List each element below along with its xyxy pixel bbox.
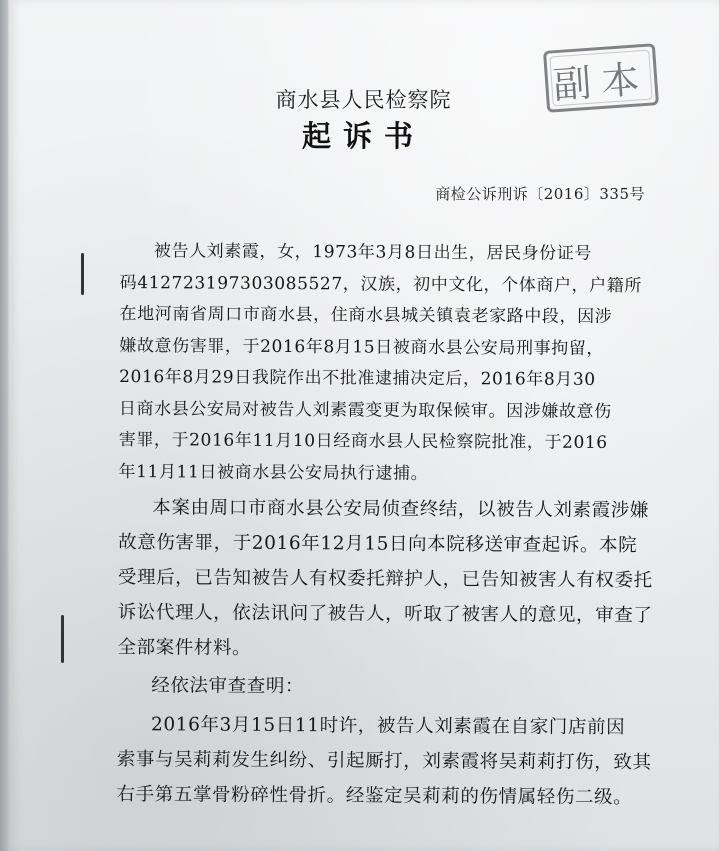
text-line: 全部案件材料。 <box>117 636 252 659</box>
text-line: 在地河南省周口市商水县，住商水县城关镇袁老家路中段，因涉 <box>119 303 613 328</box>
paragraph-case-transfer <box>117 490 664 668</box>
issuing-organization: 商水县人民检察院 <box>275 88 452 112</box>
stamp-text: 副本 <box>551 56 651 107</box>
text-line: 受理后，已告知被告人有权委托辩护人，已告知被害人有权委托 <box>117 566 653 592</box>
text-line: 码412723197303085527，汉族，初中文化，个体商户，户籍所 <box>119 272 643 296</box>
paragraph-defendant-info <box>118 236 666 491</box>
document-title: 起诉书 <box>301 119 425 153</box>
text-line: 嫌故意伤害罪，于2016年8月15日被商水县公安局刑事拘留， <box>119 335 605 359</box>
margin-mark <box>61 615 64 663</box>
text-line: 右手第五掌骨粉碎性骨折。经鉴定吴莉莉的伤情属轻伤二级。 <box>116 783 633 809</box>
document-number: 商检公诉刑诉〔2016〕335号 <box>435 185 645 203</box>
text-line: 日商水县公安局对被告人刘素霞变更为取保候审。因涉嫌故意伤 <box>118 398 612 422</box>
paper-sheet <box>8 0 719 851</box>
text-line: 故意伤害罪，于2016年12月15日向本院移送审查起诉。本院 <box>118 531 638 557</box>
text-line: 诉讼代理人，依法讯问了被告人，听取了被害人的意见，审查了 <box>117 601 653 627</box>
paragraph-findings-heading <box>117 668 663 706</box>
text-line: 本案由周口市商水县公安局侦查终结，以被告人刘素霞涉嫌 <box>152 497 650 522</box>
page-edge-shadow <box>0 0 10 851</box>
text-line: 经依法审查查明： <box>151 675 305 698</box>
margin-mark <box>81 253 84 295</box>
text-line: 索事与吴莉莉发生纠纷、引起厮打，刘素霞将吴莉莉打伤，致其 <box>116 748 652 774</box>
text-line: 年11月11日被商水县公安局执行逮捕。 <box>118 461 429 484</box>
text-line: 2016年3月15日11时许，被告人刘素霞在自家门店前因 <box>150 714 626 739</box>
text-line: 被告人刘素霞，女，1973年3月8日出生，居民身份证号 <box>153 241 593 264</box>
document-body <box>116 236 666 815</box>
text-line: 害罪，于2016年11月10日经商水县人民检察院批准，于2016 <box>118 429 608 453</box>
paragraph-facts <box>116 707 663 815</box>
text-line: 2016年8月29日我院作出不批准逮捕决定后，2016年8月30 <box>119 366 596 390</box>
